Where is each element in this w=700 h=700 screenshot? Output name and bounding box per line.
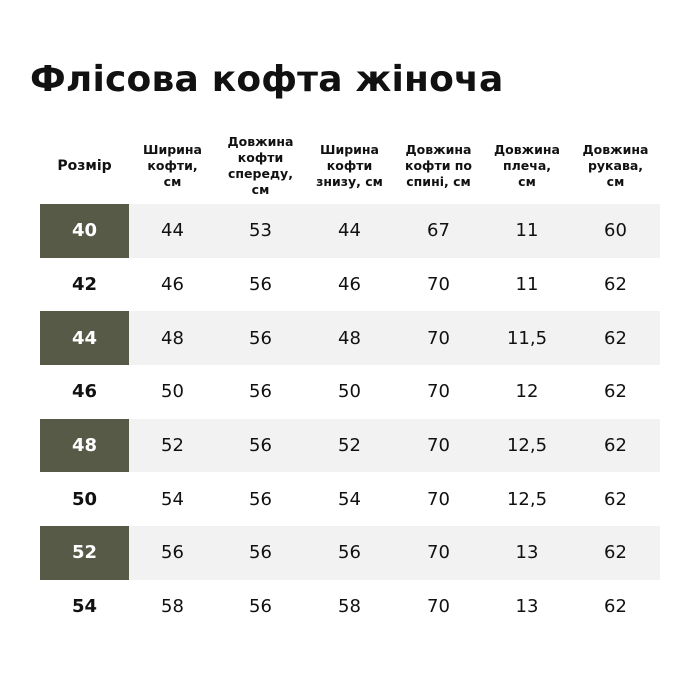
front-length-cell: 56 [249, 596, 272, 618]
bottom-width-cell: 48 [338, 327, 361, 349]
size-cell: 48 [40, 419, 129, 473]
sleeve-length-cell: 62 [604, 542, 627, 564]
size-cell: 52 [40, 526, 129, 580]
shoulder-length-cell: 11 [515, 274, 539, 296]
sleeve-length-cell: 62 [604, 327, 627, 349]
sleeve-length-cell: 60 [604, 220, 627, 242]
width-cell: 56 [161, 542, 184, 564]
table-row [40, 258, 660, 312]
bottom-width-cell: 54 [338, 488, 361, 510]
back-length-cell: 67 [427, 220, 450, 242]
width-cell: 52 [161, 435, 184, 457]
header-back-length: Довжина кофти по спині, см [404, 142, 473, 189]
table-row [40, 311, 660, 365]
table-row [40, 419, 660, 473]
bottom-width-cell: 52 [338, 435, 361, 457]
table-row [40, 365, 660, 419]
table-row [40, 472, 660, 526]
table-row [40, 204, 660, 258]
bottom-width-cell: 44 [338, 220, 361, 242]
width-cell: 48 [161, 327, 184, 349]
front-length-cell: 56 [249, 488, 272, 510]
front-length-cell: 56 [249, 274, 272, 296]
width-cell: 50 [161, 381, 184, 403]
size-cell: 50 [71, 488, 98, 510]
back-length-cell: 70 [427, 327, 450, 349]
header-width: Ширина кофти, см [143, 142, 202, 189]
width-cell: 44 [161, 220, 184, 242]
front-length-cell: 56 [249, 542, 272, 564]
shoulder-length-cell: 13 [515, 596, 539, 618]
page-title: Флісова кофта жіноча [30, 59, 504, 100]
shoulder-length-cell: 12,5 [506, 435, 548, 457]
back-length-cell: 70 [427, 274, 450, 296]
sleeve-length-cell: 62 [604, 488, 627, 510]
size-cell: 44 [40, 311, 129, 365]
header-bottom-width: Ширина кофти знизу, см [316, 142, 383, 189]
size-cell: 40 [40, 204, 129, 258]
back-length-cell: 70 [427, 435, 450, 457]
sleeve-length-cell: 62 [604, 274, 627, 296]
header-front-length: Довжина кофти спереду, см [227, 134, 294, 197]
bottom-width-cell: 50 [338, 381, 361, 403]
sleeve-length-cell: 62 [604, 381, 627, 403]
bottom-width-cell: 56 [338, 542, 361, 564]
size-cell: 46 [71, 381, 98, 403]
header-sleeve-length: Довжина рукава, см [582, 142, 649, 189]
back-length-cell: 70 [427, 542, 450, 564]
front-length-cell: 56 [249, 381, 272, 403]
front-length-cell: 56 [249, 327, 272, 349]
shoulder-length-cell: 11 [515, 220, 539, 242]
shoulder-length-cell: 13 [515, 542, 539, 564]
table-row [40, 580, 660, 634]
size-table [40, 128, 660, 634]
shoulder-length-cell: 12 [515, 381, 539, 403]
sleeve-length-cell: 62 [604, 435, 627, 457]
table-header [40, 128, 660, 204]
size-cell: 42 [71, 274, 98, 296]
header-shoulder-length: Довжина плеча, см [494, 142, 560, 189]
table-row [40, 526, 660, 580]
size-cell: 54 [71, 596, 98, 618]
width-cell: 54 [161, 488, 184, 510]
front-length-cell: 53 [249, 220, 272, 242]
back-length-cell: 70 [427, 596, 450, 618]
shoulder-length-cell: 11,5 [506, 327, 548, 349]
header-size: Розмір [57, 158, 112, 174]
back-length-cell: 70 [427, 488, 450, 510]
width-cell: 46 [161, 274, 184, 296]
sleeve-length-cell: 62 [604, 596, 627, 618]
shoulder-length-cell: 12,5 [506, 488, 548, 510]
width-cell: 58 [161, 596, 184, 618]
back-length-cell: 70 [427, 381, 450, 403]
front-length-cell: 56 [249, 435, 272, 457]
bottom-width-cell: 46 [338, 274, 361, 296]
bottom-width-cell: 58 [338, 596, 361, 618]
